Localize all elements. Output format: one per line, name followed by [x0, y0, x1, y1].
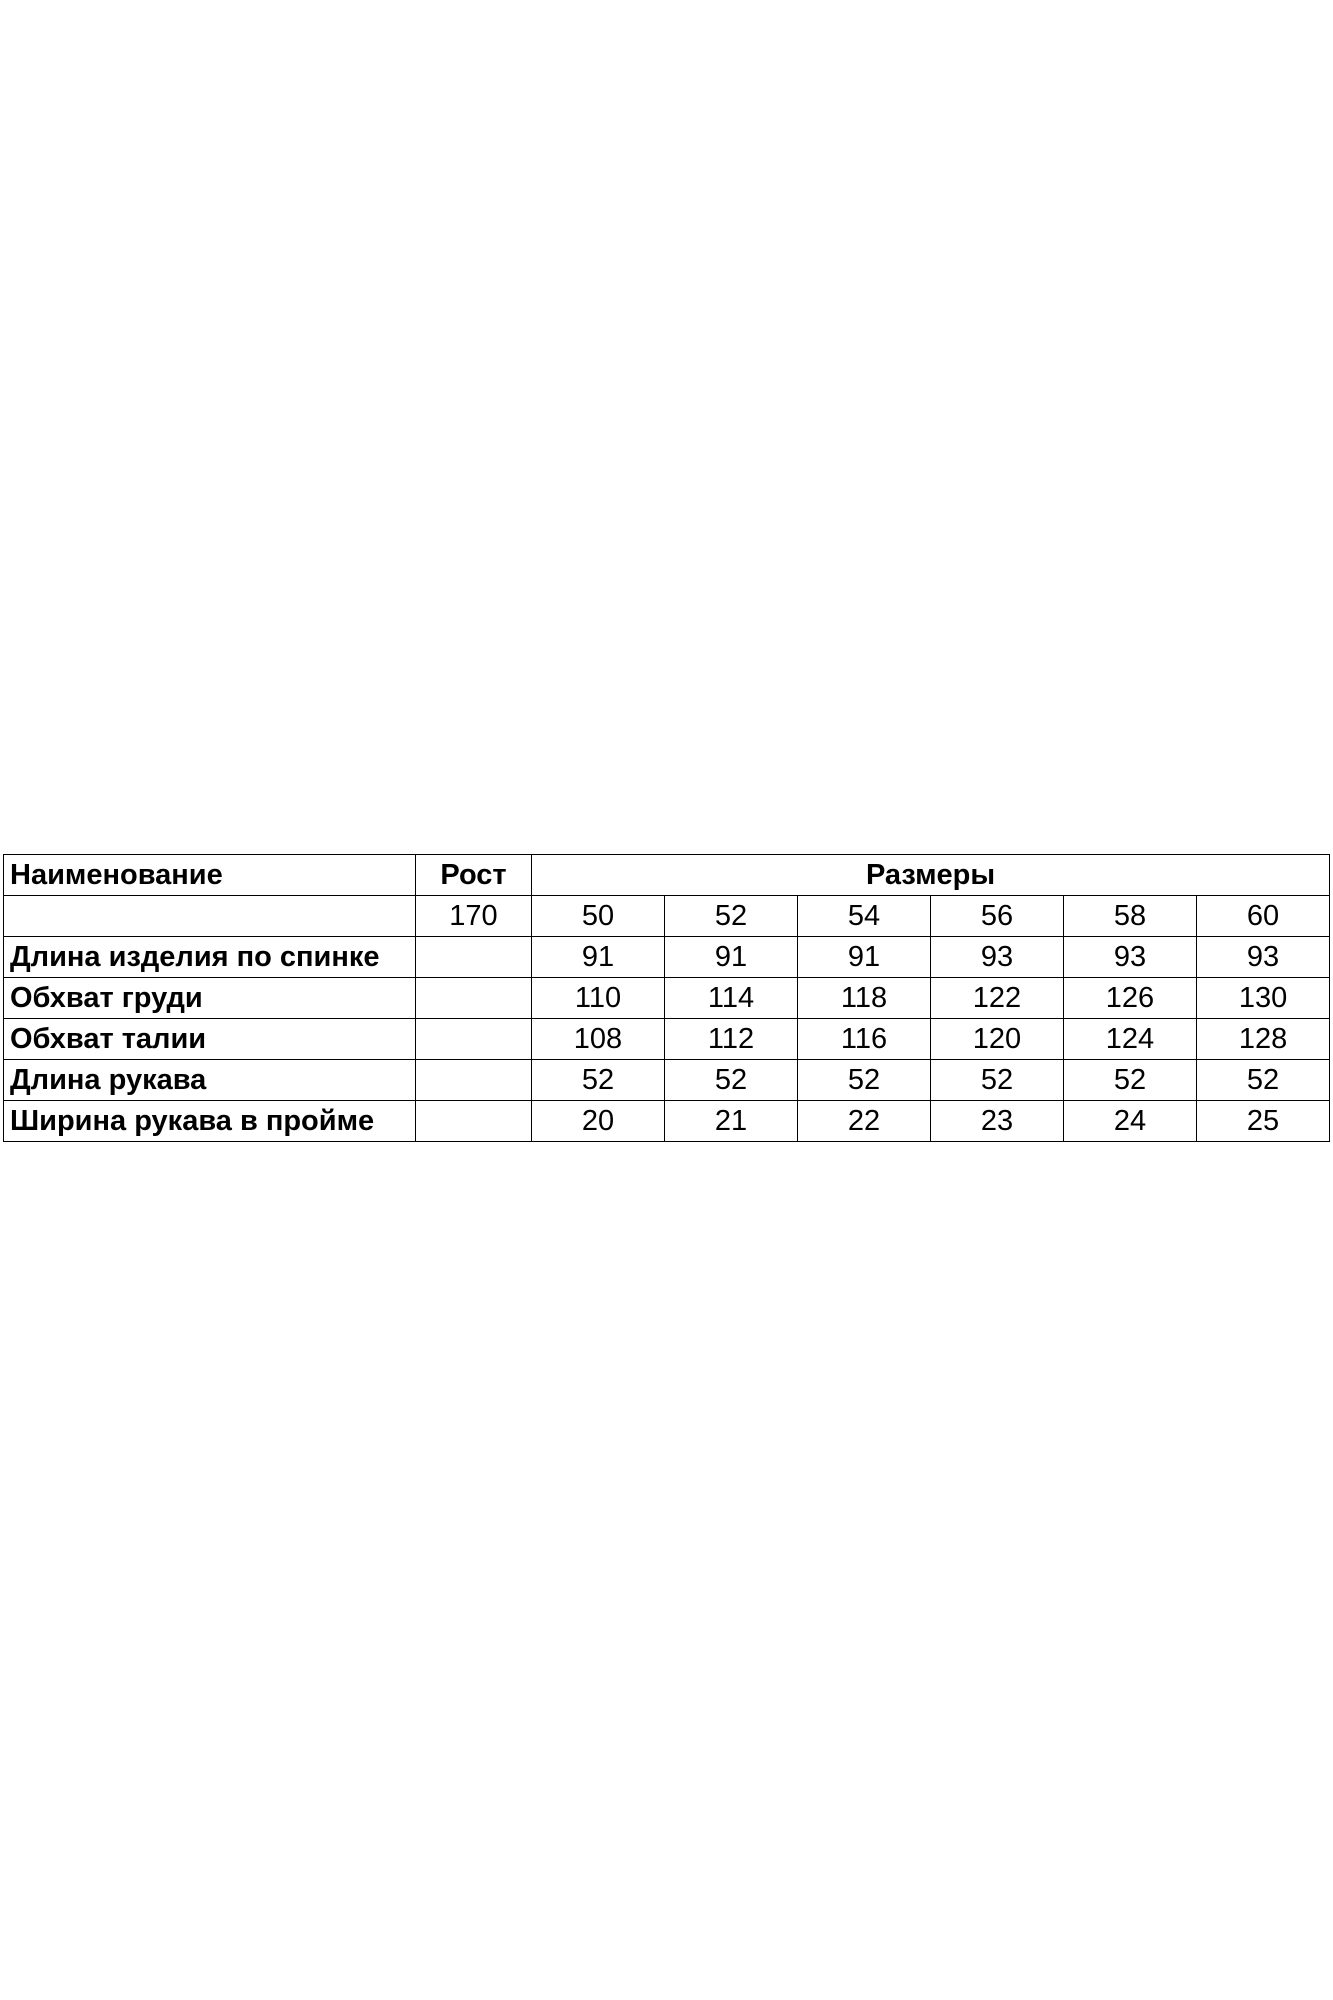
size-label: 60: [1197, 896, 1330, 937]
measurement-value: 120: [931, 1019, 1064, 1060]
table-row: [4, 1019, 1330, 1060]
measurement-value: 108: [532, 1019, 665, 1060]
measurement-value: 126: [1064, 978, 1197, 1019]
measurement-value: 52: [1064, 1060, 1197, 1101]
measurement-value: 25: [1197, 1101, 1330, 1142]
measurement-value: 52: [931, 1060, 1064, 1101]
measurement-value: 116: [798, 1019, 931, 1060]
measurement-value: 52: [665, 1060, 798, 1101]
measurement-value: 122: [931, 978, 1064, 1019]
row-height-cell: [416, 1101, 532, 1142]
header-name-cell: Наименование: [4, 855, 416, 896]
measurement-value: 21: [665, 1101, 798, 1142]
table-header-row: [4, 855, 1330, 896]
size-label: 52: [665, 896, 798, 937]
size-label: 56: [931, 896, 1064, 937]
measurement-value: 52: [798, 1060, 931, 1101]
measurement-value: 112: [665, 1019, 798, 1060]
measurement-value: 91: [798, 937, 931, 978]
measurement-value: 20: [532, 1101, 665, 1142]
measurement-value: 93: [1197, 937, 1330, 978]
header-sizes-cell: Размеры: [532, 855, 1330, 896]
size-chart-table: [3, 854, 1330, 1142]
row-label: Ширина рукава в пройме: [4, 1101, 416, 1142]
measurement-value: 23: [931, 1101, 1064, 1142]
measurement-value: 22: [798, 1101, 931, 1142]
row-height-cell: [416, 1060, 532, 1101]
measurement-value: 52: [532, 1060, 665, 1101]
table-row: [4, 937, 1330, 978]
row-label: Длина изделия по спинке: [4, 937, 416, 978]
measurement-value: 114: [665, 978, 798, 1019]
table-subheader-row: [4, 896, 1330, 937]
subheader-name-cell: [4, 896, 416, 937]
size-label: 54: [798, 896, 931, 937]
measurement-value: 124: [1064, 1019, 1197, 1060]
table-row: [4, 1060, 1330, 1101]
header-height-cell: Рост: [416, 855, 532, 896]
measurement-value: 24: [1064, 1101, 1197, 1142]
measurement-value: 91: [665, 937, 798, 978]
measurement-value: 93: [1064, 937, 1197, 978]
size-label: 50: [532, 896, 665, 937]
measurement-value: 93: [931, 937, 1064, 978]
row-label: Обхват талии: [4, 1019, 416, 1060]
row-label: Длина рукава: [4, 1060, 416, 1101]
subheader-height-value: 170: [416, 896, 532, 937]
measurement-value: 118: [798, 978, 931, 1019]
size-label: 58: [1064, 896, 1197, 937]
row-height-cell: [416, 937, 532, 978]
measurement-value: 130: [1197, 978, 1330, 1019]
measurement-value: 52: [1197, 1060, 1330, 1101]
table-row: [4, 978, 1330, 1019]
row-label: Обхват груди: [4, 978, 416, 1019]
row-height-cell: [416, 978, 532, 1019]
measurement-value: 128: [1197, 1019, 1330, 1060]
measurement-value: 110: [532, 978, 665, 1019]
measurement-value: 91: [532, 937, 665, 978]
row-height-cell: [416, 1019, 532, 1060]
table-row: [4, 1101, 1330, 1142]
